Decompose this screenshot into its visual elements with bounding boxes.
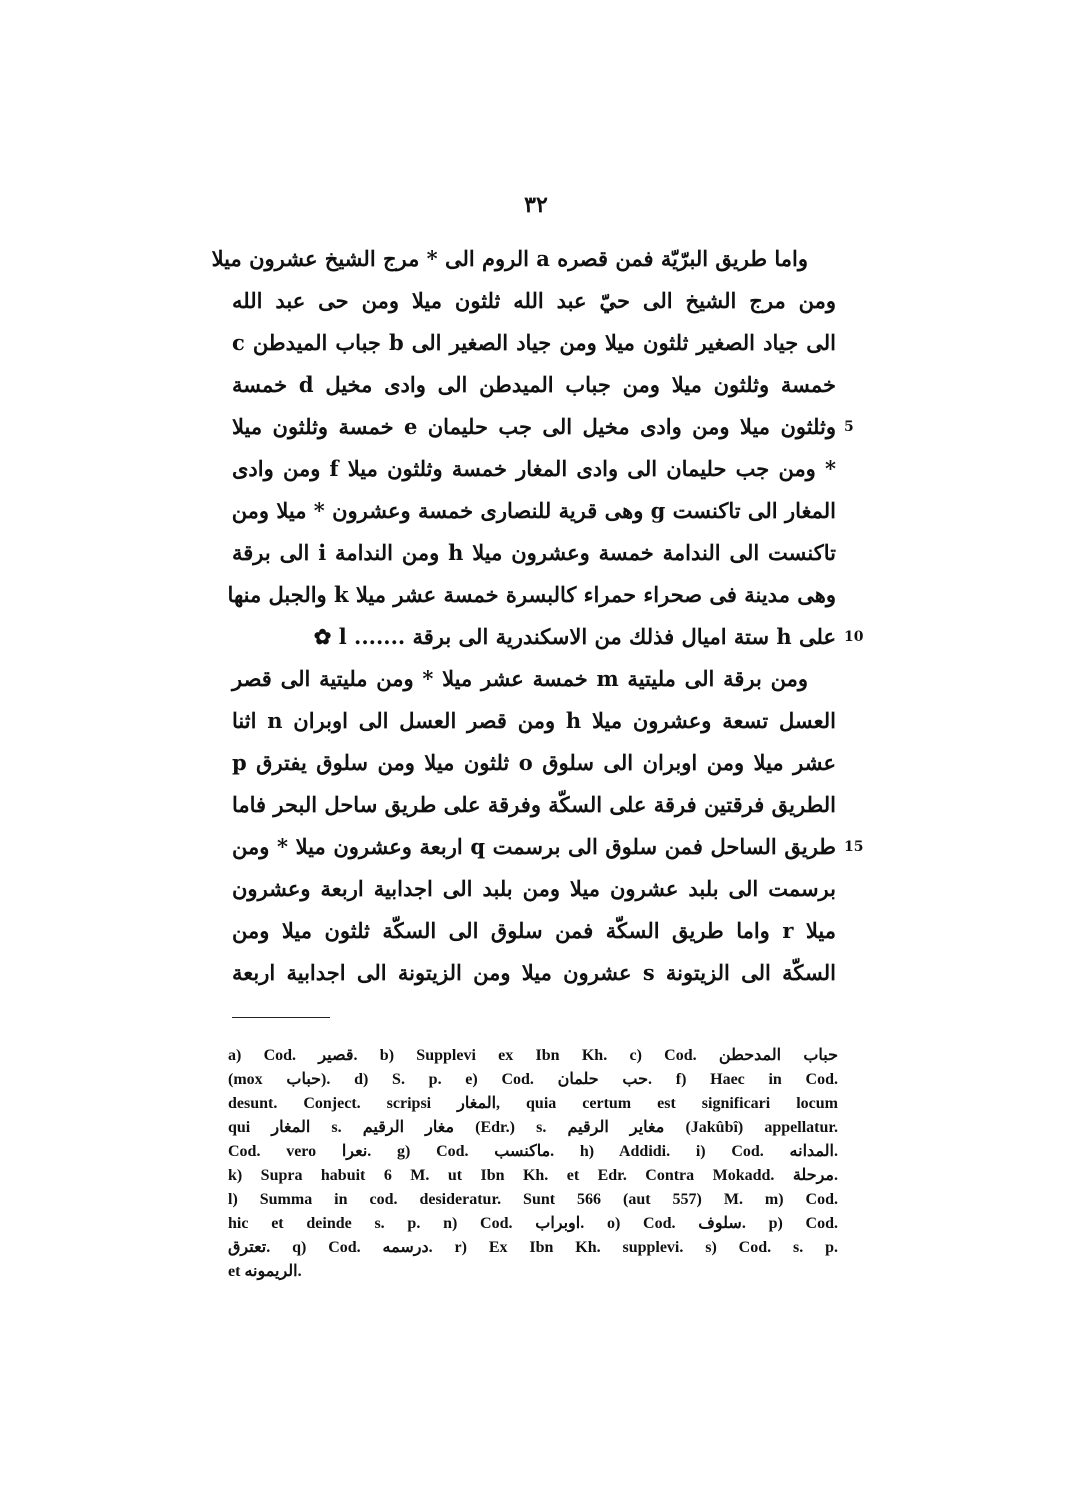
text-line: السكّة الى الزيتونة s عشرون ميلا ومن الزيتونة الى اجدابية اربعة [232,960,836,985]
text-line: خمسة وثلثون ميلا ومن جباب الميدطن الى وادى مخيل d خمسة [232,372,836,397]
text-line: المغار الى تاكنست g وهى قرية للنصارى خمسة وعشرون * ميلا ومن [231,498,836,523]
footnote-line: et الريمونه. [228,1263,302,1280]
footnote-line: desunt. Conject. scripsi المغار, quia certum est significari locum [228,1095,839,1112]
footnote-line: a) Cod. قصير. b) Supplevi ex Ibn Kh. c) Cod. حباب المدحطن [228,1047,839,1064]
text-line: الى جياد الصغير ثلثون ميلا ومن جياد الصغير الى b جباب الميدطن c [232,330,836,355]
text-line: * ومن جب حليمان الى وادى المغار خمسة وثلثون ميلا f ومن وادى [232,456,837,481]
text-line: ومن مرج الشيخ الى حيّ عبد الله ثلثون ميلا ومن حى عبد الله [232,288,836,313]
footnote-line: l) Summa in cod. desideratur. Sunt 566 (aut 557) M. m) Cod. [228,1191,838,1208]
line-number: 10 [844,629,864,645]
line-number: 15 [844,839,864,855]
text-line: برسمت الى بلبد عشرون ميلا ومن بلبد الى اجدابية اربعة وعشرون [232,876,836,901]
footnote-line: qui المغار s. مغار الرقيم (Edr.) s. مغاير الرقيم (Jakûbî) appellatur. [228,1119,839,1136]
footnote-separator [232,1017,330,1018]
text-line: عشر ميلا ومن اوبران الى سلوق o ثلثون ميلا ومن سلوق يفترق p [232,750,836,775]
footnote-line: (mox حباب). d) S. p. e) Cod. حب حلمان. f) Haec in Cod. [228,1071,839,1088]
text-line: ومن برقة الى مليتية m خمسة عشر ميلا * ومن مليتية الى قصر [232,666,808,691]
page-number: ٣٢ [524,192,548,218]
text-line: واما طريق البرّيّة فمن قصره a الروم الى * مرج الشيخ عشرون ميلا [211,246,808,271]
arabic-body-text [211,238,864,994]
footnote-line: تعترق. q) Cod. درسمه. r) Ex Ibn Kh. supplevi. s) Cod. s. p. [228,1239,838,1256]
line-number: 5 [844,419,854,435]
text-line: على h ستة اميال فذلك من الاسكندرية الى برقة ....... l ✿ 10 [232,616,836,658]
text-line: الطريق فرقتين فرقة على السكّة وفرقة على طريق ساحل البحر فاما [232,792,836,817]
footnote-line: hic et deinde s. p. n) Cod. اوبراب. o) Cod. سلوف. p) Cod. [228,1215,839,1232]
text-line: تاكنست الى الندامة خمسة وعشرون ميلا h ومن الندامة i الى برقة [232,540,836,565]
footnotes [228,1044,838,1284]
text-line: وثلثون ميلا ومن وادى مخيل الى جب حليمان e خمسة وثلثون ميلا 5 [232,406,836,448]
text-line: ميلا r واما طريق السكّة فمن سلوق الى السكّة ثلثون ميلا ومن [232,918,836,943]
text-line: وهى مدينة فى صحراء حمراء كالبسرة خمسة عشر ميلا k والجبل منها [227,582,836,607]
footnote-line: k) Supra habuit 6 M. ut Ibn Kh. et Edr. Contra Mokadd. مرحلة. [228,1167,838,1184]
text-line: طريق الساحل فمن سلوق الى برسمت q اربعة وعشرون ميلا * ومن 15 [232,826,836,868]
footnote-line: Cod. vero نعرا. g) Cod. ماكنسب. h) Addidi. i) Cod. المدانه. [228,1143,838,1160]
text-line: العسل تسعة وعشرون ميلا h ومن قصر العسل الى اوبران n اثنا [232,708,836,733]
